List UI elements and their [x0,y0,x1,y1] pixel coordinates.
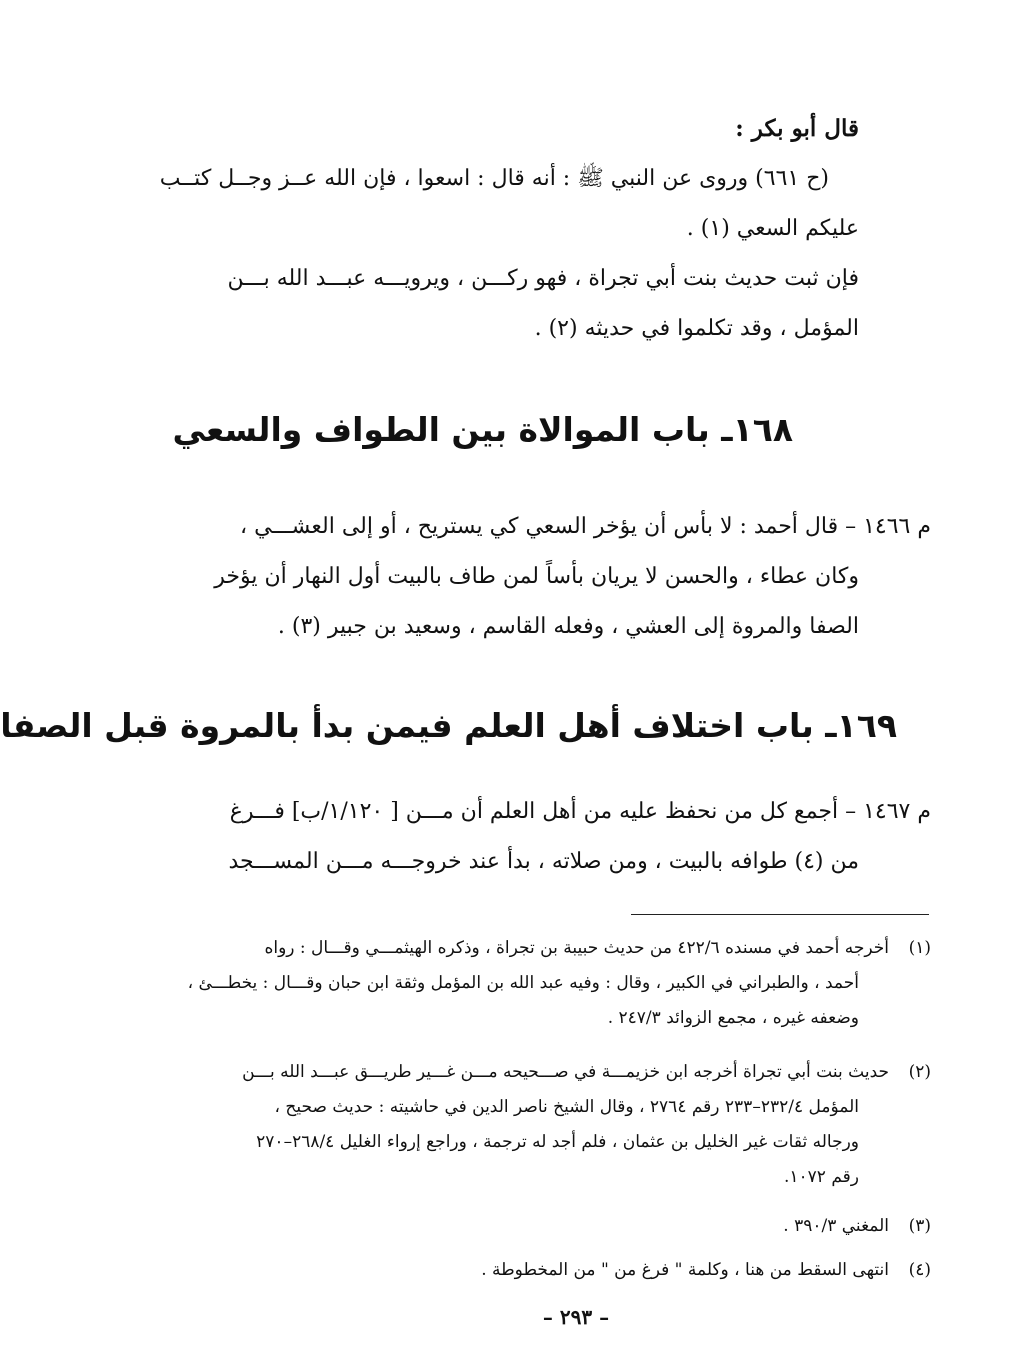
hadith-661-line-2: عليكم السعي (١) . [686,216,859,241]
intro-line: قال أبو بكر : [735,115,859,142]
masala-1466-line-1: م ١٤٦٦ – قال أحمد : لا بأس أن يؤخر السعي كي يستريح ، أو إلى العشـــي ، [240,514,931,539]
page-number: – ٢٩٣ – [542,1305,610,1329]
hadith-661-line-1 [159,162,829,196]
footnote-2-line-4: رقم ١٠٧٢. [784,1167,859,1187]
masala-1466-line-3: الصفا والمروة إلى العشي ، وفعله القاسم ، وسعيد بن جبير (٣) . [277,614,859,639]
footnote-1-line-1: أخرجه أحمد في مسنده ٤٢٢/٦ من حديث حبيبة بن تجراة ، وذكره الهيثمـــي وقـــال : رواه [264,938,889,958]
masala-1467-line-1: م ١٤٦٧ – أجمع كل من نحفظ عليه من أهل العلم أن مـــن [ ١/١٢٠/ب] فـــرغ [229,799,931,824]
footnote-3-mark: (٣) [908,1216,931,1236]
hadith-661-text-1: وروى عن النبي ﷺ : أنه قال : اسعوا ، فإن الله عــز وجــل كتــب [159,166,749,191]
chapter-169-heading: ١٦٩ـ باب اختلاف أهل العلم فيمن بدأ بالمروة قبل الصفا [0,706,897,745]
masala-1466-line-2: وكان عطاء ، والحسن لا يريان بأساً لمن طاف بالبيت أول النهار أن يؤخر [214,564,859,589]
footnote-2-line-2: المؤمل ٢٣٢/٤–٢٣٣ رقم ٢٧٦٤ ، وقال الشيخ ناصر الدين في حاشيته : حديث صحيح ، [274,1097,859,1117]
paragraph-1-line-2: المؤمل ، وقد تكلموا في حديثه (٢) . [534,316,859,341]
paragraph-1-line-1: فإن ثبت حديث بنت أبي تجراة ، فهو ركـــن ، ويرويـــه عبـــد الله بـــن [227,266,859,291]
masala-1467-line-2: من (٤) طوافه بالبيت ، ومن صلاته ، بدأ عند خروجـــه مـــن المســـجد [228,849,859,874]
footnote-1-mark: (١) [908,938,931,958]
footnote-separator [631,914,929,915]
footnote-1-line-2: أحمد ، والطبراني في الكبير ، وقال : وفيه عبد الله بن المؤمل وثقة ابن حبان وقـــال : يخطـــئ ، [187,973,859,993]
footnote-4-line-1: انتهى السقط من هنا ، وكلمة " فرغ من " من المخطوطة . [481,1260,889,1280]
footnote-2-line-1: حديث بنت أبي تجراة أخرجه ابن خزيمـــة في صـــحيحه مـــن غـــير طريـــق عبـــد الله بـــن [242,1062,889,1082]
footnote-3-line-1: المغني ٣٩٠/٣ . [783,1216,889,1236]
footnote-2-line-3: ورجاله ثقات غير الخليل بن عثمان ، فلم أجد له ترجمة ، وراجع إرواء الغليل ٢٦٨/٤–٢٧٠ [256,1132,859,1152]
footnote-1-line-3: وضعفه غيره ، مجمع الزوائد ٢٤٧/٣ . [607,1008,859,1028]
footnote-2-mark: (٢) [908,1062,931,1082]
footnote-4-mark: (٤) [908,1260,931,1280]
chapter-168-heading: ١٦٨ـ باب الموالاة بين الطواف والسعي [172,410,793,449]
hadith-661-number: (ح ٦٦١) [755,166,829,191]
